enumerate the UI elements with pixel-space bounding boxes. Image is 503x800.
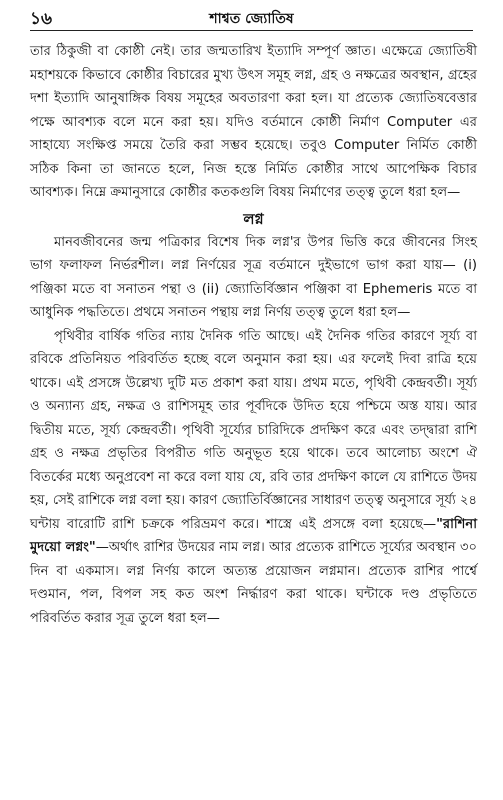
paragraph-lagna-definition: মানবজীবনের জন্ম পত্রিকার বিশেষ দিক লগ্ন'র উপর ভিত্তি করে জীবনের সিংহ ভাগ ফলাফল নির্ভরশীল। লগ্ন নির্ণয়ের সূত্র বর্তমানে দুইভাগে ভাগ করা যায়— (i) পঞ্জিকা মতে বা সনাতন পন্থা ও (ii) জ্যোতির্বিজ্ঞান পঞ্জিকা বা Ephemeris মতে বা আধুনিক পদ্ধতিতে। প্রথমে সনাতন পন্থায় লগ্ন নির্ণয় তত্ত্ব তুলে ধরা হল—: [30, 234, 477, 320]
paragraph-earth-motion-conclusion: —অর্থাৎ রাশির উদয়ের নাম লগ্ন। আর প্রত্যেক রাশিতে সূর্য্যের অবস্থান ৩০ দিন বা একমাস। লগ্ন নির্ণয় কালে অত্যন্ত প্রয়োজন লগ্নমান। প্রত্যেক রাশির পার্শ্বে দণ্ডমান, পল, বিপল সহ কত অংশ নির্দ্ধারণ করা থাকে। ঘন্টাকে দণ্ড প্রভৃতিতে পরিবর্তিত করার সূত্র তুলে ধরা হল—: [30, 540, 477, 626]
paragraph-earth-motion-text: পৃথিবীর বার্ষিক গতির ন্যায় দৈনিক গতি আছে। এই দৈনিক গতির কারণে সূর্য্য বা রবিকে প্রতিনিয়ত পরিবর্তিত হচ্ছে বলে অনুমান করা হয়। এর ফলেই দিবা রাত্রি হয়ে থাকে। এই প্রসঙ্গে উল্লেখ্য দুটি মত প্রকাশ করা যায়। প্রথম মতে, পৃথিবী কেন্দ্রবর্তী। সূর্য্য ও অন্যান্য গ্রহ, নক্ষত্র ও রাশিসমূহ তার পূর্বদিকে উদিত হয়ে পশ্চিমে অস্ত যায়। আর দ্বিতীয় মতে, সূর্য্য কেন্দ্রবর্তী। পৃথিবী সূর্য্যের চারিদিকে প্রদক্ষিণ করে এবং তদ্দ্বারা রাশি গ্রহ ও নক্ষত্র প্রভৃতির বিপরীত গতি অনুভূত হয়ে থাকে। তবে আলোচ্য অংশে ঐ বিতর্কের মধ্যে অনুপ্রবেশ না করে বলা যায় যে, রবি তার প্রদক্ষিণ কালে যে রাশিতে উদয় হয়, সেই রাশিকে লগ্ন বলা হয়। কারণ জ্যোতির্বিজ্ঞানের সাধারণ তত্ত্ব অনুসারে সূর্য্য ২৪ ঘন্টায় বারোটি রাশি চক্রকে পরিভ্রমণ করে। শাস্ত্রে এই প্রসঙ্গে বলা হয়েছে—: [30, 328, 477, 532]
paragraph-earth-motion: [30, 325, 477, 631]
section-heading-lagna: লগ্ন: [243, 209, 264, 228]
body-text: [30, 40, 477, 630]
page-number: ১৬: [30, 9, 53, 29]
paragraph-intro: তার ঠিকুজী বা কোষ্ঠী নেই। তার জন্মতারিখ ইত্যাদি সম্পূর্ণ জ্ঞাত। এক্ষেত্রে জ্যোতিষী মহাশয়কে কিভাবে কোষ্ঠীর বিচারের মুখ্য উৎস সমূহ লগ্ন, গ্রহ ও নক্ষত্রের অবস্থান, গ্রহের দশা ইত্যাদি আনুষাঙ্গিক বিষয় সমূহের অবতারণা করা হল। যা প্রত্যেক জ্যোতিষবেত্তার পক্ষে আবশ্যক বলে মনে করা হয়। যদিও বর্তমানে কোষ্ঠী নির্মাণ Computer এর সাহায্যে সংক্ষিপ্ত সময়ে তৈরি করা সম্ভব হয়েছে। তবুও Computer নির্মিত কোষ্ঠী সঠিক কিনা তা জানতে হলে, নিজ হস্তে নির্মিত কোষ্ঠীর সাথে আপেক্ষিক বিচার আবশ্যক। নিম্নে ক্রমানুসারে কোষ্ঠীর কতকগুলি বিষয় নির্মাণের তত্ত্ব তুলে ধরা হল—: [30, 44, 477, 200]
page-header: [30, 4, 473, 31]
running-title: শাশ্বত জ্যোতিষ: [209, 11, 294, 27]
scripture-quote: "রাশিনা মুদয়ো লগ্নং": [30, 516, 477, 555]
